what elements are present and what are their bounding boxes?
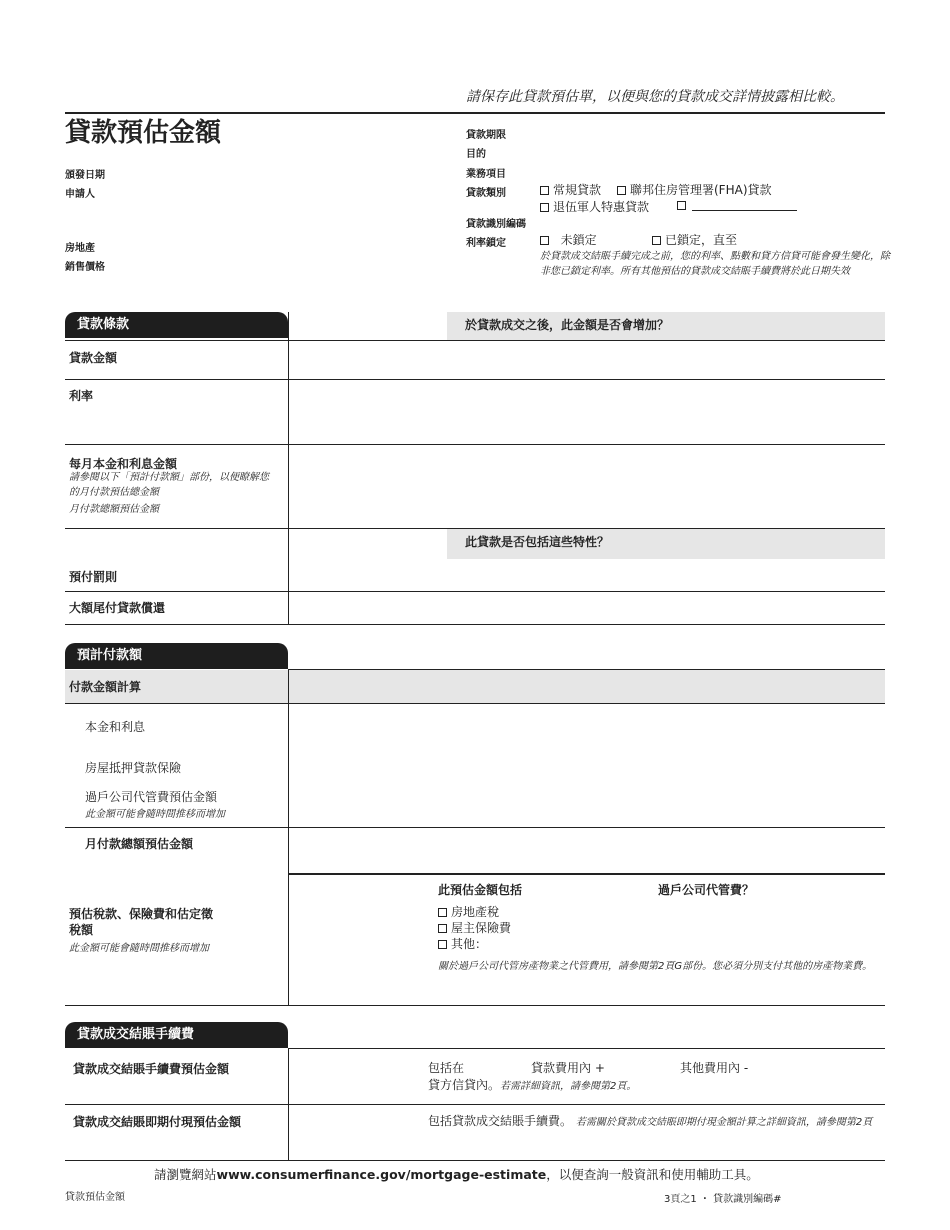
escrow-item: 過戶公司代管費預估金額 xyxy=(85,790,218,804)
checkbox-icon[interactable] xyxy=(540,186,549,195)
row-rule xyxy=(65,624,885,625)
row-rule xyxy=(65,703,885,704)
taxes-insurance-label: 預估稅款、保險費和估定徵稅額 xyxy=(69,907,214,937)
rate-locked[interactable]: 已鎖定，直至 xyxy=(652,231,737,248)
interest-rate-label: 利率 xyxy=(69,389,94,403)
loan-amount-label: 貸款金額 xyxy=(69,351,118,365)
escrow-footnote: 關於過戶公司代管房產物業之代管費用，請參閱第2頁G部份。您必須分別支付其他的房產物業費。 xyxy=(438,961,873,972)
monthly-total-label: 月付款總額預估金額 xyxy=(85,837,194,851)
product-label: 業務項目 xyxy=(466,169,506,180)
features-question: 此貸款是否包括這些特性？ xyxy=(447,529,885,559)
checkbox-icon[interactable] xyxy=(617,186,626,195)
loan-type-label: 貸款類別 xyxy=(466,188,506,199)
cash-text-a: 包括貸款成交結賬手續費。 xyxy=(428,1114,573,1128)
property-tax-check[interactable]: 房地產稅 xyxy=(438,903,499,920)
loan-terms-tab: 貸款條款 xyxy=(65,312,288,338)
row-rule xyxy=(65,1160,885,1161)
footer-page-info: 3頁之1 ・ 貸款識別編碼# xyxy=(664,1194,782,1205)
calc-header-bg xyxy=(65,670,885,703)
closing-text-a: 包括在 xyxy=(428,1061,465,1075)
visit-text-b: ，以便查詢一般資訊和使用輔助工具。 xyxy=(546,1167,759,1182)
checkbox-icon[interactable] xyxy=(438,940,447,949)
pi-item: 本金和利息 xyxy=(85,720,146,734)
checkbox-icon[interactable] xyxy=(652,236,661,245)
page-title: 貸款預估金額 xyxy=(65,118,222,148)
loan-type-conventional[interactable]: 常規貸款 xyxy=(540,181,601,198)
checkbox-icon[interactable] xyxy=(438,908,447,917)
row-rule xyxy=(65,444,885,445)
sale-price-label: 銷售價格 xyxy=(65,262,105,273)
taxes-note: 此金額可能會隨時間推移而增加 xyxy=(69,943,209,954)
monthly-pi-note: 請參閱以下「預計付款額」部份，以便瞭解您的月付款預估總金額 xyxy=(69,472,269,498)
footer-visit xyxy=(154,1165,759,1183)
monthly-pi-label: 每月本金和利息金額 xyxy=(69,457,178,471)
row-rule xyxy=(65,591,885,592)
increase-question: 於貸款成交之後，此金額是否會增加？ xyxy=(447,312,885,340)
row-rule xyxy=(65,1104,885,1105)
loan-type-other-blank xyxy=(692,210,797,211)
closing-text-e: 若需詳細資訊，請參閱第2頁。 xyxy=(500,1081,637,1092)
cash-to-close-text xyxy=(428,1113,888,1131)
loan-id-label: 貸款識別編碼 xyxy=(466,219,526,230)
row-rule xyxy=(65,827,885,828)
mortgage-insurance-item: 房屋抵押貸款保險 xyxy=(85,761,182,775)
save-note: 請保存此貸款預估單，以便與您的貸款成交詳情披露相比較。 xyxy=(466,89,844,105)
closing-text-d: 貸方信貸內。 xyxy=(428,1078,501,1092)
row-rule xyxy=(65,379,885,380)
loan-type-fha[interactable]: 聯邦住房管理署(FHA)貸款 xyxy=(617,181,772,198)
loan-term-label: 貸款期限 xyxy=(466,130,506,141)
cash-to-close-label: 貸款成交結賬即期付現預估金額 xyxy=(73,1115,242,1129)
balloon-payment-label: 大額尾付貸款償還 xyxy=(69,601,166,615)
rate-unlocked[interactable]: 未鎖定 xyxy=(540,231,597,248)
rate-lock-label: 利率鎖定 xyxy=(466,238,506,249)
prepayment-penalty-label: 預付罰則 xyxy=(69,570,118,584)
other-check[interactable]: 其他： xyxy=(438,935,487,952)
checkbox-icon[interactable] xyxy=(677,201,686,210)
purpose-label: 目的 xyxy=(466,149,486,160)
checkbox-icon[interactable] xyxy=(540,203,549,212)
closing-text-second-line xyxy=(428,1076,636,1093)
closing-text-b: 貸款費用內 + xyxy=(531,1061,605,1075)
checkbox-icon[interactable] xyxy=(438,924,447,933)
property-label: 房地產 xyxy=(65,243,95,254)
loan-type-va[interactable]: 退伍軍人特惠貸款 xyxy=(540,198,649,215)
column-divider xyxy=(288,669,289,1006)
monthly-pi-note2: 月付款總額預估金額 xyxy=(69,504,159,515)
issue-date-label: 頒發日期 xyxy=(65,170,105,181)
footer-left: 貸款預估金額 xyxy=(65,1192,125,1203)
escrow-note: 此金額可能會隨時間推移而增加 xyxy=(85,809,225,820)
cash-text-b: 若需關於貸款成交結賬即期付現金額計算之詳細資訊，請參閱第2頁 xyxy=(575,1117,873,1128)
loan-type-other[interactable] xyxy=(677,198,690,212)
row-rule xyxy=(288,1048,885,1049)
in-escrow-header: 過戶公司代管費？ xyxy=(658,883,755,897)
closing-text-c: 其他費用內 - xyxy=(680,1061,749,1075)
payment-calc-label: 付款金額計算 xyxy=(69,680,142,694)
column-divider xyxy=(288,312,289,624)
visit-text-a: 請瀏覽網站 xyxy=(154,1167,217,1182)
includes-header: 此預估金額包括 xyxy=(438,883,523,897)
homeowners-insurance-check[interactable]: 屋主保險費 xyxy=(438,919,511,936)
rate-lock-note: 於貸款成交結賬手續完成之前，您的利率、點數和貸方信貸可能會發生變化，除非您已鎖定利率。所有其他預估的貸款成交結賬手續費將於此日期失效 xyxy=(540,251,890,277)
cfpb-link[interactable]: www.consumerfinance.gov/mortgage-estimate xyxy=(216,1167,547,1182)
closing-costs-label: 貸款成交結賬手續費預估金額 xyxy=(73,1062,230,1076)
closing-costs-tab: 貸款成交結賬手續費 xyxy=(65,1022,288,1048)
row-rule xyxy=(65,1005,885,1006)
applicant-label: 申請人 xyxy=(65,189,95,200)
row-rule xyxy=(65,340,885,341)
projected-payments-tab: 預計付款額 xyxy=(65,643,288,669)
checkbox-icon[interactable] xyxy=(540,236,549,245)
row-rule xyxy=(288,873,885,875)
